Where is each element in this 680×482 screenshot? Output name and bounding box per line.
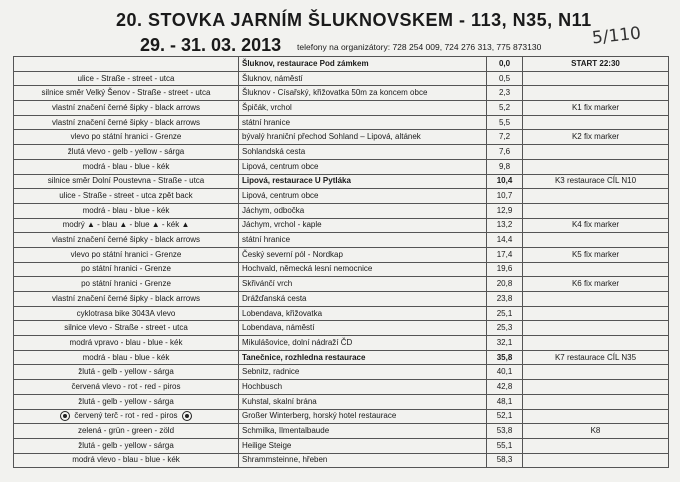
distance-cell: 14,4 <box>487 233 523 248</box>
location-cell: Špičák, vrchol <box>239 101 487 116</box>
direction-cell: žlutá vlevo - gelb - yellow - sárga <box>14 145 239 160</box>
direction-cell: silnice vlevo - Straße - street - utca <box>14 321 239 336</box>
location-cell: Tanečnice, rozhledna restaurace <box>239 350 487 365</box>
checkpoint-cell <box>523 394 669 409</box>
checkpoint-cell <box>523 145 669 160</box>
checkpoint-cell: K2 fix marker <box>523 130 669 145</box>
direction-cell: silnice směr Velký Šenov - Straße - street - utca <box>14 86 239 101</box>
location-cell: Český severní pól - Nordkap <box>239 247 487 262</box>
distance-cell: 13,2 <box>487 218 523 233</box>
checkpoint-cell <box>523 115 669 130</box>
location-cell: Schmilka, Ilmentalbaude <box>239 424 487 439</box>
checkpoint-cell <box>523 321 669 336</box>
direction-cell: vlastní značení černé šipky - black arrows <box>14 101 239 116</box>
location-cell: Sohlandská cesta <box>239 145 487 160</box>
checkpoint-cell <box>523 262 669 277</box>
red-target-marker-icon <box>182 411 192 421</box>
direction-cell: vlevo po státní hranici - Grenze <box>14 247 239 262</box>
checkpoint-cell <box>523 292 669 307</box>
checkpoint-cell: K3 restaurace CÍL N10 <box>523 174 669 189</box>
direction-text: červený terč - rot - red - piros <box>74 411 178 421</box>
checkpoint-cell <box>523 336 669 351</box>
table-row <box>14 306 669 321</box>
location-cell: Lipová, centrum obce <box>239 189 487 204</box>
table-row <box>14 453 669 468</box>
distance-cell: 10,4 <box>487 174 523 189</box>
checkpoint-cell: K6 fix marker <box>523 277 669 292</box>
table-row <box>14 247 669 262</box>
distance-cell: 58,3 <box>487 453 523 468</box>
location-cell: Skřivánčí vrch <box>239 277 487 292</box>
direction-cell <box>14 57 239 72</box>
location-cell: bývalý hraniční přechod Sohland – Lipová, altánek <box>239 130 487 145</box>
direction-cell: zelená - grün - green - zöld <box>14 424 239 439</box>
distance-cell: 5,5 <box>487 115 523 130</box>
direction-cell: vlevo po státní hranici - Grenze <box>14 130 239 145</box>
distance-cell: 42,8 <box>487 380 523 395</box>
distance-cell: 10,7 <box>487 189 523 204</box>
distance-cell: 17,4 <box>487 247 523 262</box>
distance-cell: 5,2 <box>487 101 523 116</box>
direction-cell: ulice - Straße - street - utca zpět back <box>14 189 239 204</box>
direction-cell: modrá vpravo - blau - blue - kék <box>14 336 239 351</box>
direction-cell: modrý ▲ - blau ▲ - blue ▲ - kék ▲ <box>14 218 239 233</box>
checkpoint-cell <box>523 409 669 424</box>
distance-cell: 9,8 <box>487 159 523 174</box>
distance-cell: 7,2 <box>487 130 523 145</box>
location-cell: státní hranice <box>239 115 487 130</box>
location-cell: Hochvald, německá lesní nemocnice <box>239 262 487 277</box>
page-title: 20. STOVKA JARNÍM ŠLUKNOVSKEM - 113, N35, N11 <box>116 10 592 30</box>
checkpoint-cell: K1 fix marker <box>523 101 669 116</box>
distance-cell: 25,1 <box>487 306 523 321</box>
checkpoint-cell <box>523 71 669 86</box>
table-row <box>14 233 669 248</box>
distance-cell: 0,5 <box>487 71 523 86</box>
direction-cell <box>14 409 239 424</box>
checkpoint-cell <box>523 380 669 395</box>
table-row <box>14 292 669 307</box>
table-row <box>14 86 669 101</box>
distance-cell: 53,8 <box>487 424 523 439</box>
location-cell: Shrammsteinne, hřeben <box>239 453 487 468</box>
checkpoint-cell: K5 fix marker <box>523 247 669 262</box>
table-row <box>14 438 669 453</box>
location-cell: Sebnitz, radnice <box>239 365 487 380</box>
location-cell: Hochbusch <box>239 380 487 395</box>
direction-cell: po státní hranici - Grenze <box>14 277 239 292</box>
checkpoint-cell <box>523 159 669 174</box>
direction-cell: vlastní značení černé šipky - black arrows <box>14 115 239 130</box>
table-row <box>14 424 669 439</box>
direction-cell: modrá - blau - blue - kék <box>14 159 239 174</box>
location-cell: Lobendava, křižovatka <box>239 306 487 321</box>
table-row <box>14 365 669 380</box>
direction-cell: žlutá - gelb - yellow - sárga <box>14 438 239 453</box>
table-row <box>14 336 669 351</box>
table-row <box>14 174 669 189</box>
route-table <box>13 56 669 468</box>
location-cell: Jáchym, vrchol - kaple <box>239 218 487 233</box>
table-row <box>14 218 669 233</box>
handwritten-page-number: 5/110 <box>591 23 642 49</box>
location-cell: Šluknov - Císařský, křižovatka 50m za koncem obce <box>239 86 487 101</box>
distance-cell: 2,3 <box>487 86 523 101</box>
distance-cell: 40,1 <box>487 365 523 380</box>
location-cell: Jáchym, odbočka <box>239 203 487 218</box>
route-table-body <box>14 57 669 468</box>
location-cell: Lipová, restaurace U Pytláka <box>239 174 487 189</box>
checkpoint-cell <box>523 365 669 380</box>
direction-cell: červená vlevo - rot - red - piros <box>14 380 239 395</box>
checkpoint-cell <box>523 189 669 204</box>
page-header <box>0 0 680 58</box>
direction-cell: žlutá - gelb - yellow - sárga <box>14 365 239 380</box>
distance-cell: 7,6 <box>487 145 523 160</box>
direction-cell: vlastní značení černé šipky - black arrows <box>14 292 239 307</box>
distance-cell: 55,1 <box>487 438 523 453</box>
direction-cell: cyklotrasa bike 3043A vlevo <box>14 306 239 321</box>
distance-cell: 35,8 <box>487 350 523 365</box>
table-row <box>14 71 669 86</box>
distance-cell: 23,8 <box>487 292 523 307</box>
table-row <box>14 145 669 160</box>
distance-cell: 12,9 <box>487 203 523 218</box>
table-row <box>14 130 669 145</box>
checkpoint-cell <box>523 203 669 218</box>
distance-cell: 0,0 <box>487 57 523 72</box>
red-target-marker-icon <box>60 411 70 421</box>
direction-cell: modrá vlevo - blau - blue - kék <box>14 453 239 468</box>
table-row <box>14 262 669 277</box>
table-row <box>14 159 669 174</box>
location-cell: Lipová, centrum obce <box>239 159 487 174</box>
event-dates: 29. - 31. 03. 2013 <box>140 35 282 55</box>
table-row <box>14 101 669 116</box>
table-row <box>14 380 669 395</box>
direction-cell: modrá - blau - blue - kék <box>14 350 239 365</box>
direction-cell: modrá - blau - blue - kék <box>14 203 239 218</box>
direction-cell: silnice směr Dolní Poustevna - Straße - utca <box>14 174 239 189</box>
direction-cell: vlastní značení černé šipky - black arrows <box>14 233 239 248</box>
table-row <box>14 57 669 72</box>
distance-cell: 19,6 <box>487 262 523 277</box>
checkpoint-cell: K8 <box>523 424 669 439</box>
table-row <box>14 115 669 130</box>
table-row <box>14 203 669 218</box>
distance-cell: 52,1 <box>487 409 523 424</box>
distance-cell: 20,8 <box>487 277 523 292</box>
checkpoint-cell <box>523 306 669 321</box>
table-row <box>14 277 669 292</box>
table-row <box>14 189 669 204</box>
checkpoint-cell <box>523 233 669 248</box>
location-cell: Kuhstal, skalní brána <box>239 394 487 409</box>
organizer-phones: telefony na organizátory: 728 254 009, 724 276 313, 775 873130 <box>297 42 542 52</box>
direction-cell: ulice - Straße - street - utca <box>14 71 239 86</box>
location-cell: Šluknov, náměstí <box>239 71 487 86</box>
checkpoint-cell: K7 restaurace CÍL N35 <box>523 350 669 365</box>
distance-cell: 25,3 <box>487 321 523 336</box>
table-row <box>14 409 669 424</box>
direction-cell: po státní hranici - Grenze <box>14 262 239 277</box>
distance-cell: 48,1 <box>487 394 523 409</box>
checkpoint-cell <box>523 438 669 453</box>
table-row <box>14 394 669 409</box>
location-cell: Großer Winterberg, horský hotel restaurace <box>239 409 487 424</box>
table-row <box>14 321 669 336</box>
checkpoint-cell: K4 fix marker <box>523 218 669 233</box>
checkpoint-cell <box>523 86 669 101</box>
location-cell: Mikulášovice, dolní nádraží ČD <box>239 336 487 351</box>
direction-cell: žlutá - gelb - yellow - sárga <box>14 394 239 409</box>
location-cell: státní hranice <box>239 233 487 248</box>
location-cell: Šluknov, restaurace Pod zámkem <box>239 57 487 72</box>
location-cell: Drážďanská cesta <box>239 292 487 307</box>
table-row <box>14 350 669 365</box>
location-cell: Lobendava, náměstí <box>239 321 487 336</box>
distance-cell: 32,1 <box>487 336 523 351</box>
checkpoint-cell <box>523 453 669 468</box>
location-cell: Heilige Steige <box>239 438 487 453</box>
checkpoint-cell: START 22:30 <box>523 57 669 72</box>
